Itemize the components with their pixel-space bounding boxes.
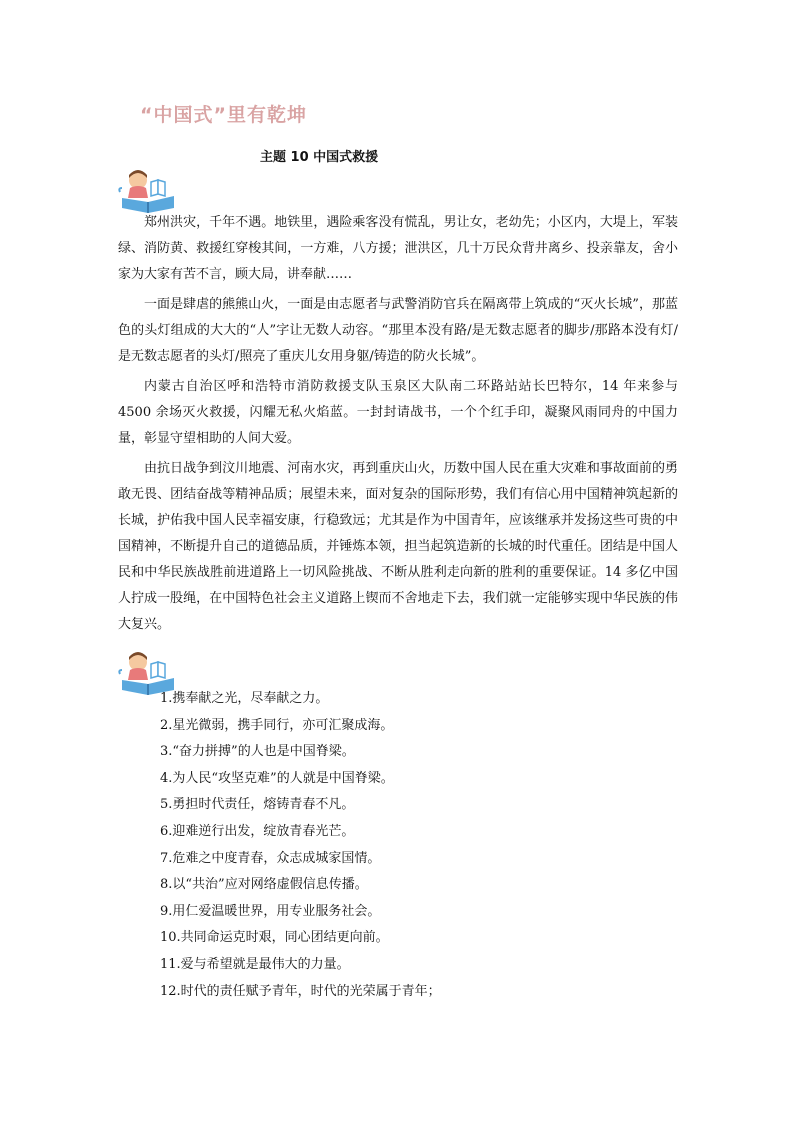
list-item: 1.携奉献之光，尽奉献之力。 <box>160 691 329 706</box>
list-item: 7.危难之中度青春，众志成城家国情。 <box>160 850 381 866</box>
paragraph-2: 一面是肆虐的熊熊山火，一面是由志愿者与武警消防官兵在隔离带上筑成的“灭火长城”，那蓝色的头灯组成的大大的“人”字让无数人动容。“那里本没有路/是无数志愿者的脚步/那路本没有灯/是无数志愿者的头灯/照亮了重庆儿女用身躯/铸造的防火长城”。 <box>118 297 678 364</box>
list-item: 10.共同命运克时艰，同心团结更向前。 <box>160 930 389 946</box>
list-item: 4.为人民“攻坚克难”的人就是中国脊梁。 <box>160 770 394 786</box>
list-item: 8.以“共治”应对网络虚假信息传播。 <box>160 877 368 893</box>
topic-title: 主题 10 中国式救援 <box>260 150 379 165</box>
reading-child-icon <box>118 168 178 214</box>
list-item: 2.星光微弱，携手同行，亦可汇聚成海。 <box>160 717 394 733</box>
list-item: 5.勇担时代责任，熔铸青春不凡。 <box>160 797 355 813</box>
list-item: 12.时代的责任赋予青年，时代的光荣属于青年； <box>160 983 441 999</box>
paragraph-1: 郑州洪灾，千年不遇。地铁里，遇险乘客没有慌乱，男让女，老幼先；小区内，大堤上，军装绿、消防黄、救援红穿梭其间，一方难，八方援；泄洪区，几十万民众背井离乡、投亲靠友，舍小家为大家有苦不言，顾大局，讲奉献…… <box>118 215 678 282</box>
list-item: 6.迎难逆行出发，绽放青春光芒。 <box>160 823 355 839</box>
list-item: 11.爱与希望就是最伟大的力量。 <box>160 956 350 972</box>
paragraph-4: 由抗日战争到汶川地震、河南水灾，再到重庆山火，历数中国人民在重大灾难和事故面前的勇敢无畏、团结奋战等精神品质；展望未来，面对复杂的国际形势，我们有信心用中国精神筑起新的长城，护佑我中国人民幸福安康，行稳致远；尤其是作为中国青年，应该继承并发扬这些可贵的中国精神，不断提升自己的道德品质，并锤炼本领，担当起筑造新的长城的时代重任。团结是中国人民和中华民族战胜前进道路上一切风险挑战、不断从胜利走向新的胜利的重要保证。14 多亿中国人拧成一股绳，在中国特色社会主义道路上锲而不舍地走下去，我们就一定能够实现中华民族的伟大复兴。 <box>118 461 678 632</box>
paragraph-3: 内蒙古自治区呼和浩特市消防救援支队玉泉区大队南二环路站站长巴特尔，14 年来参与 4500 余场灭火救援，闪耀无私火焰蓝。一封封请战书，一个个红手印，凝聚风雨同舟的中国力量，彰显守望相助的人间大爱。 <box>118 379 678 446</box>
list-item: 9.用仁爱温暖世界，用专业服务社会。 <box>160 903 381 919</box>
series-title: “中国式”里有乾坤 <box>140 104 307 126</box>
title-list <box>160 686 441 1005</box>
list-item: 3.“奋力拼搏”的人也是中国脊梁。 <box>160 744 355 760</box>
